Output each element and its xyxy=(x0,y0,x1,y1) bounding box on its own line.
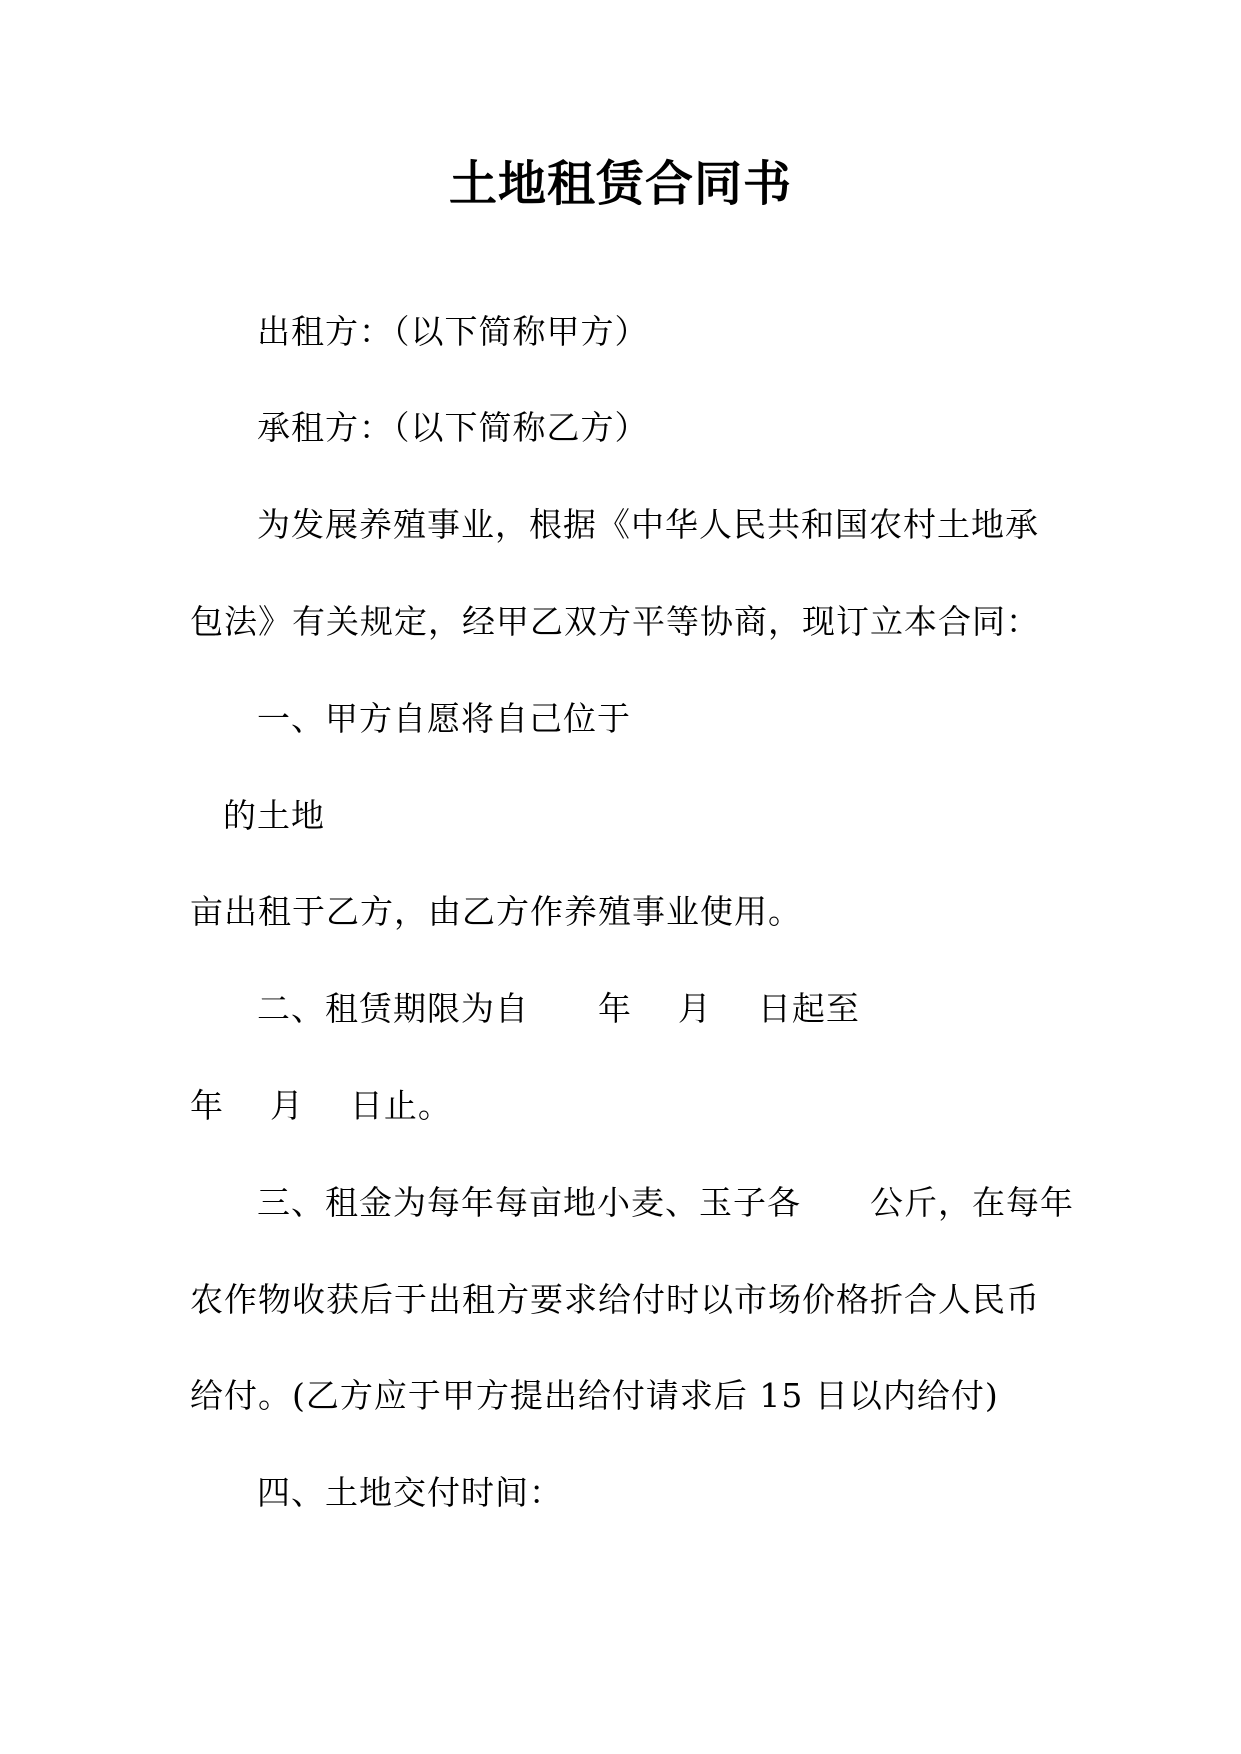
lessee-line: 承租方：（以下简称乙方） xyxy=(257,408,649,447)
document-title: 土地租赁合同书 xyxy=(448,156,792,212)
clause-3-line-3: 给付。(乙方应于甲方提出给付请求后 15 日以内给付) xyxy=(190,1376,999,1415)
clause-2-line-1: 二、租赁期限为自 年 月 日起至 xyxy=(257,989,860,1028)
clause-3-line-2: 农作物收获后于出租方要求给付时以市场价格折合人民币 xyxy=(190,1280,1040,1319)
lessor-line: 出租方：（以下简称甲方） xyxy=(257,312,649,351)
clause-3-line-1: 三、租金为每年每亩地小麦、玉子各 公斤，在每年 xyxy=(257,1183,1074,1222)
clause-1-line-3: 亩出租于乙方，由乙方作养殖事业使用。 xyxy=(190,892,802,931)
clause-2-line-2: 年 月 日止。 xyxy=(190,1086,452,1125)
preamble-line-2: 包法》有关规定，经甲乙双方平等协商，现订立本合同： xyxy=(190,602,1040,641)
clause-4-line-1: 四、土地交付时间： xyxy=(257,1473,563,1512)
preamble-line-1: 为发展养殖事业，根据《中华人民共和国农村土地承 xyxy=(257,505,1039,544)
clause-1-line-1: 一、甲方自愿将自己位于 xyxy=(257,699,631,738)
clause-1-line-2: 的土地 xyxy=(223,796,325,835)
